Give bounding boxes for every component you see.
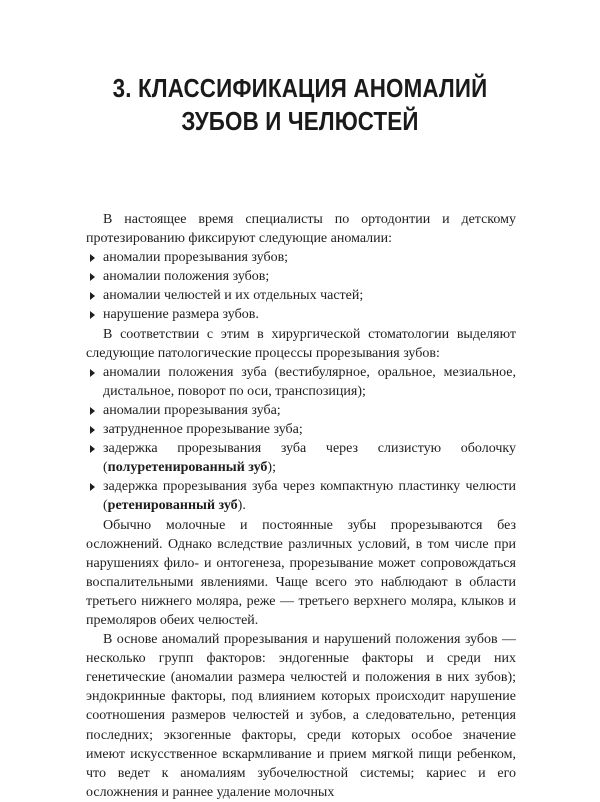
- list-item: аномалии положения зуба (вестибулярное, оральное, мезиальное, дистальное, поворот по оси, транспозиция);: [86, 363, 516, 401]
- eruption-paragraph: Обычно молочные и постоянные зубы прорезываются без осложнений. Однако вследствие различных условий, в том числе при нарушениях фило- и онтогенеза, прорезывание может сопровождаться воспалительными явлениями. Чаще всего это наблюдают в области третьего нижнего моляра, реже — третьего верхнего моляра, клыков и премоляров обеих челюстей.: [86, 517, 516, 628]
- intro-paragraph: В настоящее время специалисты по ортодонтии и детскому протезированию фиксируют следующие аномалии:: [86, 212, 516, 247]
- list-item-text: задержка прорезывания зуба через компактную пластинку челюсти (: [103, 479, 516, 514]
- list-item-end: );: [267, 460, 276, 476]
- chapter-title-line-2: ЗУБОВ И ЧЕЛЮСТЕЙ: [181, 106, 419, 136]
- term-retained-tooth: ретенированный зуб: [107, 498, 238, 514]
- list-item: нарушение размера зубов.: [86, 305, 516, 324]
- surgery-paragraph: В соответствии с этим в хирургической стоматологии выделяют следующие патологические процессы прорезывания зубов:: [86, 326, 516, 361]
- chapter-title-line-1: 3. КЛАССИФИКАЦИЯ АНОМАЛИЙ: [112, 73, 488, 103]
- list-item: [86, 439, 516, 477]
- list-item: затрудненное прорезывание зуба;: [86, 420, 516, 439]
- list-item: аномалии челюстей и их отдельных частей;: [86, 286, 516, 305]
- causes-paragraph: В основе аномалий прорезывания и нарушений положения зубов — несколько групп факторов: эндогенные факторы и среди них генетические (аномалии размера челюстей и положения в них зубов); эндокринные факторы, под влиянием которых происходит нарушение соотношения размеров челюстей и зубов, а следовательно, ретенция последних; экзогенные факторы, среди которых особое значение имеют искусственное вскармливание и прием мягкой пищи ребенком, что ведет к аномалиям зубочелюстной системы; кариес и его осложнения и раннее удаление молочных: [86, 632, 516, 800]
- list-item: [86, 477, 516, 515]
- list-item: аномалии положения зубов;: [86, 267, 516, 286]
- anomaly-list: [86, 248, 516, 324]
- list-item: аномалии прорезывания зуба;: [86, 401, 516, 420]
- body-text: [86, 210, 516, 802]
- term-half-retained-tooth: полуретенированный зуб: [107, 460, 268, 476]
- eruption-process-list: [86, 363, 516, 516]
- list-item: аномалии прорезывания зубов;: [86, 248, 516, 267]
- list-item-end: ).: [237, 498, 246, 514]
- list-item-text: задержка прорезывания зуба через слизистую оболочку (: [103, 441, 516, 476]
- chapter-title: [42, 72, 558, 138]
